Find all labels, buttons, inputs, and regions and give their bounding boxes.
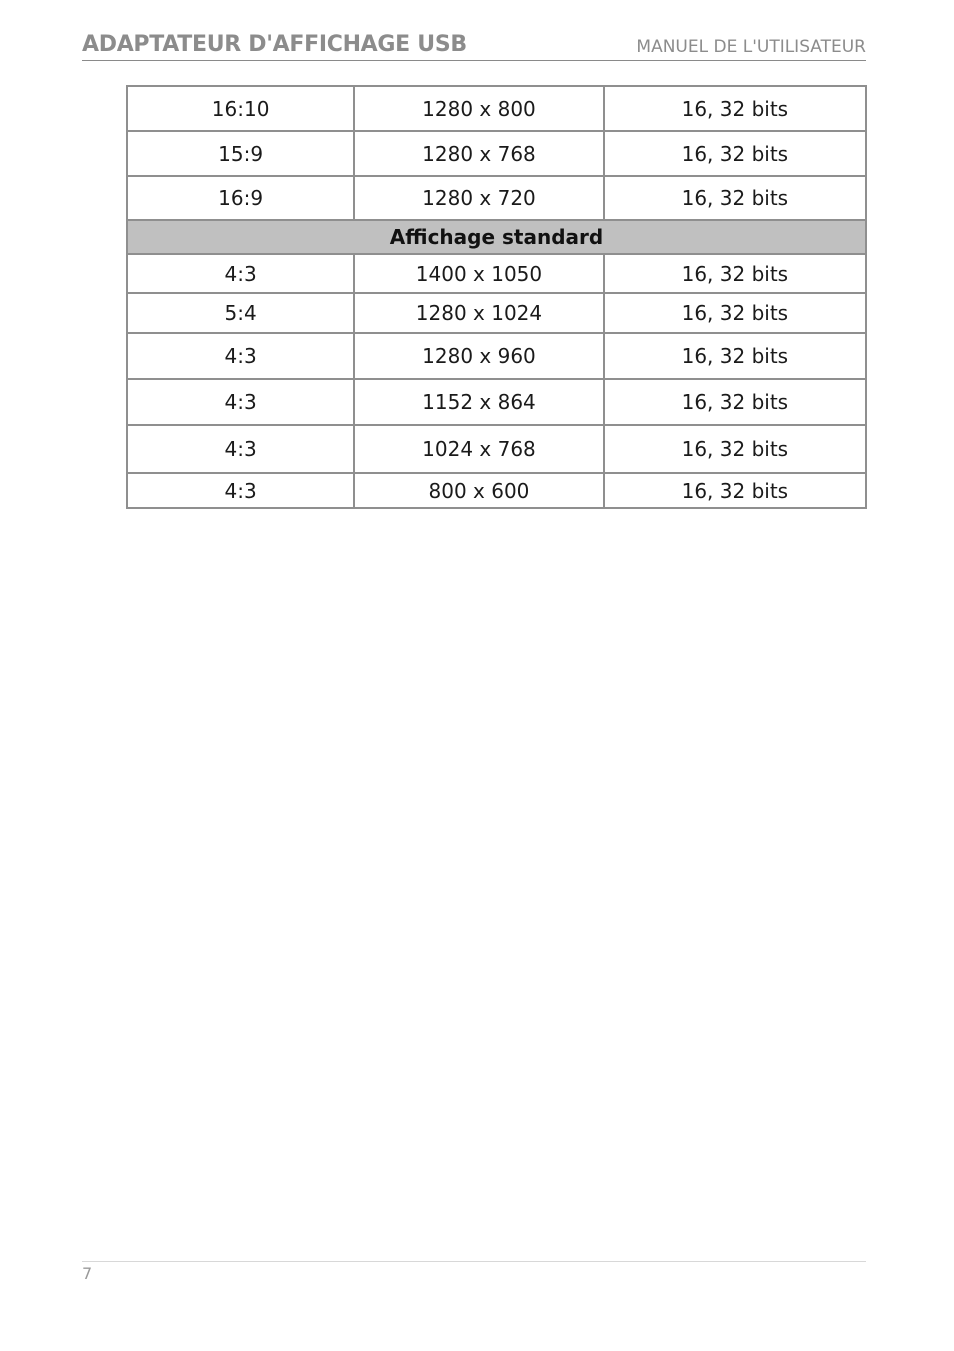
color-depth-cell: 16, 32 bits (604, 425, 866, 473)
resolution-cell: 1280 x 960 (354, 333, 603, 379)
aspect-ratio-cell: 4:3 (127, 379, 354, 425)
resolution-cell: 1280 x 800 (354, 86, 603, 131)
resolution-table (126, 85, 867, 509)
resolution-cell: 1280 x 720 (354, 176, 603, 220)
aspect-ratio-cell: 4:3 (127, 333, 354, 379)
table-row (127, 293, 866, 333)
section-header-row (127, 220, 866, 254)
resolution-cell: 800 x 600 (354, 473, 603, 508)
table-row (127, 425, 866, 473)
document-subtitle: MANUEL DE L'UTILISATEUR (636, 37, 866, 57)
aspect-ratio-cell: 4:3 (127, 473, 354, 508)
color-depth-cell: 16, 32 bits (604, 254, 866, 293)
resolution-cell: 1152 x 864 (354, 379, 603, 425)
table-row (127, 86, 866, 131)
aspect-ratio-cell: 5:4 (127, 293, 354, 333)
footer-divider (82, 1261, 866, 1262)
resolution-cell: 1280 x 768 (354, 131, 603, 176)
color-depth-cell: 16, 32 bits (604, 131, 866, 176)
document-title: ADAPTATEUR D'AFFICHAGE USB (82, 32, 467, 57)
color-depth-cell: 16, 32 bits (604, 473, 866, 508)
table-row (127, 333, 866, 379)
resolution-cell: 1024 x 768 (354, 425, 603, 473)
color-depth-cell: 16, 32 bits (604, 293, 866, 333)
aspect-ratio-cell: 4:3 (127, 425, 354, 473)
page-header (82, 30, 866, 61)
table-row (127, 379, 866, 425)
aspect-ratio-cell: 15:9 (127, 131, 354, 176)
color-depth-cell: 16, 32 bits (604, 379, 866, 425)
resolution-cell: 1280 x 1024 (354, 293, 603, 333)
table-row (127, 254, 866, 293)
color-depth-cell: 16, 32 bits (604, 176, 866, 220)
resolution-cell: 1400 x 1050 (354, 254, 603, 293)
color-depth-cell: 16, 32 bits (604, 333, 866, 379)
aspect-ratio-cell: 16:9 (127, 176, 354, 220)
section-header: Affichage standard (127, 220, 866, 254)
color-depth-cell: 16, 32 bits (604, 86, 866, 131)
aspect-ratio-cell: 4:3 (127, 254, 354, 293)
table-row (127, 176, 866, 220)
page-number: 7 (82, 1264, 93, 1283)
table-row (127, 473, 866, 508)
table-row (127, 131, 866, 176)
aspect-ratio-cell: 16:10 (127, 86, 354, 131)
